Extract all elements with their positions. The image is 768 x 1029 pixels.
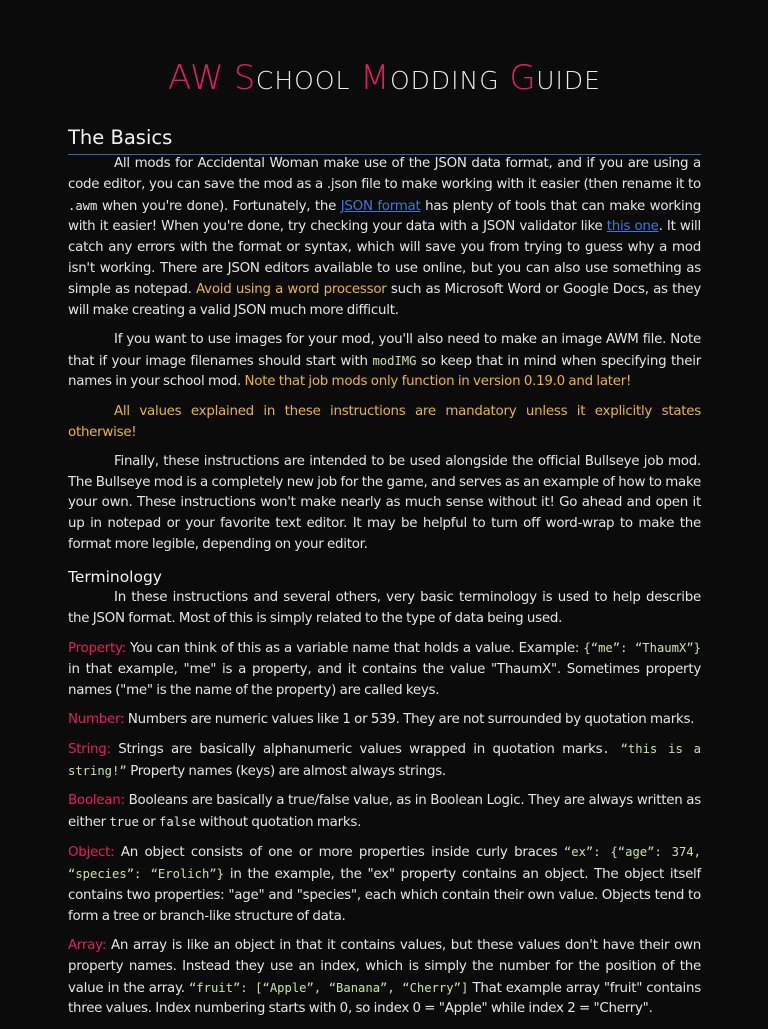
term-label: Array: bbox=[68, 938, 107, 953]
title-word: ODDING bbox=[390, 66, 500, 95]
text: in the example, the "ex" property contains an object. The object itself contains two properties: "age" and "species", each which contain their own value. Objects tend to form a tree or branch-like structure of data. bbox=[68, 867, 701, 924]
text: such as Microsoft Word or Google Docs, as they will make creating a valid JSON much more difficult. bbox=[68, 281, 701, 318]
definition-boolean bbox=[68, 791, 701, 834]
json-validator-link[interactable]: this one bbox=[606, 219, 659, 235]
inline-code: “fruit”: [“Apple”, “Banana”, “Cherry”] bbox=[188, 980, 469, 995]
text: You can think of this as a variable name that holds a value. Example: bbox=[125, 640, 584, 656]
title-letter: M bbox=[360, 58, 390, 98]
title-letter: G bbox=[509, 58, 537, 98]
section-heading-basics: The Basics bbox=[68, 124, 701, 155]
paragraph-images bbox=[68, 330, 701, 393]
term-label: Property: bbox=[68, 640, 126, 656]
text: in that example, "me" is a property, and it contains the value "ThaumX". Sometimes property names ("me" is the name of the property) are called keys. bbox=[68, 661, 701, 698]
term-label: Object: bbox=[68, 845, 115, 861]
text: An array is like an object in that it contains values, but these values don't have their own property names. Instead they use an index, which is simply the number for the position of the value in the array. bbox=[68, 938, 701, 996]
title-space bbox=[350, 62, 360, 96]
definition-property bbox=[68, 638, 701, 701]
text: That example array "fruit" contains three values. Index numbering starts with 0, so index 0 = "Apple" while index 2 = "Cherry". bbox=[68, 980, 701, 1017]
text: All mods for Accidental Woman make use of the JSON data format, and if you are using a code editor, you can save the mod as a .json file to make working with it easier (then rename it to bbox=[68, 156, 701, 192]
text: If you want to use images for your mod, you'll also need to make an image AWM file. Note that if your image filenames should start with bbox=[68, 331, 701, 369]
inline-code: {“me”: “ThaumX”} bbox=[583, 640, 701, 655]
title-letter: A bbox=[168, 58, 190, 98]
inline-code: “this is a string!” bbox=[68, 742, 701, 778]
text: when you're done). Fortunately, the bbox=[97, 198, 341, 214]
term-label: Boolean: bbox=[68, 793, 125, 809]
title-word: CHOOL bbox=[255, 66, 351, 95]
text: . It will catch any errors with the format or syntax, which will save you from trying to guess why a mod isn't working. There are JSON editors available to use online, but you can also use something as simple as notepad. bbox=[68, 219, 701, 297]
warning-text: Note that job mods only function in version 0.19.0 and later! bbox=[244, 374, 632, 390]
inline-code: . bbox=[602, 742, 621, 757]
text: has plenty of tools that can make working with it easier! When you're done, try checking your data with a JSON validator like bbox=[68, 198, 701, 235]
paragraph-terminology-intro: In these instructions and several others, very basic terminology is used to help describe the JSON format. Most of this is simply related to the type of data being used. bbox=[68, 589, 701, 626]
text: Strings are basically alphanumeric values wrapped in quotation marks bbox=[110, 742, 603, 758]
warning-text: Avoid using a word processor bbox=[196, 281, 387, 297]
definition-object bbox=[68, 842, 701, 927]
title-space bbox=[500, 62, 510, 96]
inline-code: true bbox=[109, 815, 139, 830]
text: An object consists of one or more properties inside curly braces bbox=[114, 845, 564, 861]
title-space bbox=[224, 62, 234, 96]
term-label: String: bbox=[68, 742, 111, 758]
text: or bbox=[138, 815, 160, 831]
inline-code: “ex”: {“age”: 374, “species”: “Erolich”} bbox=[68, 845, 702, 882]
page-title bbox=[68, 58, 701, 101]
definition-string bbox=[68, 739, 701, 783]
text: without quotation marks. bbox=[195, 815, 362, 831]
title-letter: W bbox=[189, 58, 225, 98]
text: Booleans are basically a true/false value, as in Boolean Logic. They are always written as either bbox=[68, 793, 701, 831]
text: Numbers are numeric values like 1 or 539. They are not surrounded by quotation marks. bbox=[124, 711, 695, 727]
title-word: UIDE bbox=[536, 66, 601, 95]
title-letter: S bbox=[233, 58, 256, 98]
section-heading-terminology: Terminology bbox=[68, 567, 162, 586]
term-label: Number: bbox=[68, 711, 125, 727]
document-body bbox=[68, 154, 701, 1029]
paragraph-intro bbox=[68, 154, 701, 321]
text: so keep that in mind when specifying their names in your school mod. bbox=[68, 353, 701, 390]
inline-code: modIMG bbox=[372, 353, 417, 368]
definition-array bbox=[68, 936, 701, 1020]
json-format-link[interactable]: JSON format bbox=[340, 198, 421, 214]
definition-number bbox=[68, 710, 701, 731]
inline-code: .awm bbox=[68, 198, 98, 213]
inline-code: false bbox=[159, 815, 196, 830]
text: Property names (keys) are almost always strings. bbox=[126, 763, 446, 779]
paragraph-mandatory-note: All values explained in these instructions are mandatory unless it explicitly states otherwise! bbox=[68, 403, 701, 440]
paragraph-bullseye: Finally, these instructions are intended to be used alongside the official Bullseye job mod. The Bullseye mod is a completely new job for the game, and serves as an example of how to make your own. These instructions won't make nearly as much sense without it! Go ahead and open it up in notepad or your favorite text editor. It may be helpful to turn off word-wrap to make the format more legible, depending on your editor. bbox=[68, 453, 701, 553]
